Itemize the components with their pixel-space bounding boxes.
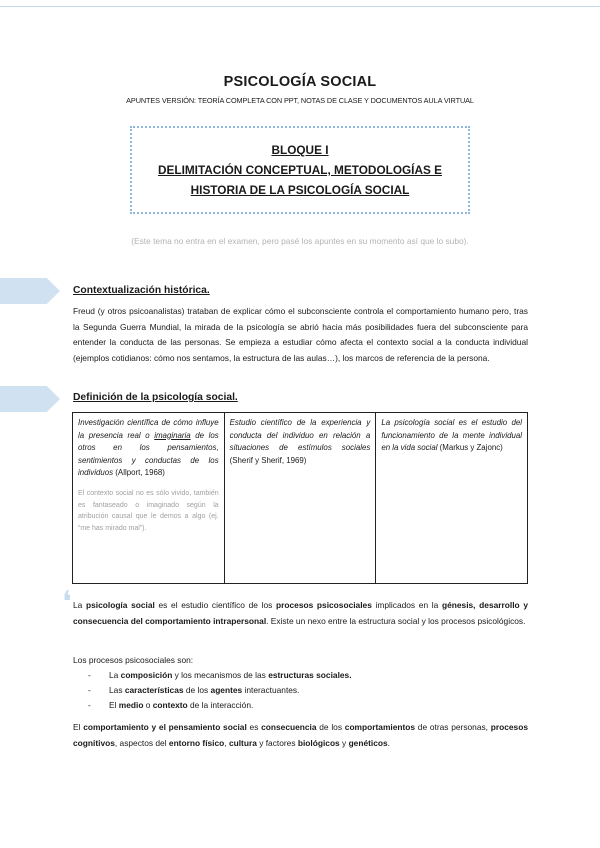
block-number: BLOQUE I [271,143,329,157]
author-citation: (Allport, 1968) [115,468,165,478]
definitions-table [72,412,528,584]
document-subtitle: APUNTES VERSIÓN: TEORÍA COMPLETA CON PPT, NOTAS DE CLASE Y DOCUMENTOS AULA VIRTUAL [126,96,474,105]
context-note: El contexto social no es sólo vivido, también es fantaseado o imaginado según la atribución causal que le demos a algo (ej. “me has mirado mal”). [78,489,219,532]
author-citation: (Markus y Zajonc) [439,443,503,453]
document-title: PSICOLOGÍA SOCIAL [223,74,377,90]
author-citation: (Sherif y Sherif, 1969) [229,455,307,465]
top-divider [0,6,600,7]
section-arrow-marker [0,278,60,304]
paragraph-historical-context: Freud (y otros psicoanalistas) trataban de explicar cómo el subconsciente controla el comportamiento humano pero, tras la Segunda Guerra Mundial, la mirada de la psicología se abrió hacia más posibilidades fuera del subconsciente para entender la conducta de las personas. Se empieza a estudiar cómo afecta el contexto social a la conducta individual (ejemplos cotidianos: cómo nos sentamos, la estructura de las aulas…), los marcos de referencia de la persona. [73,306,528,364]
paragraph-definition: La psicología social es el estudio científico de los procesos psicosociales implicados en la génesis, desarrollo y consecuencia del comportamiento intrapersonal. Existe un nexo entre la estructura social y los procesos psicológicos. [73,600,529,626]
table-row [73,413,528,584]
block-title-line1: DELIMITACIÓN CONCEPTUAL, METODOLOGÍAS E [157,163,442,177]
processes-intro: Los procesos psicosociales son: [73,655,194,665]
underlined-word: imaginaria [154,430,191,440]
definition-sherif: Estudio científico de la experiencia y conducta del individuo en relación a situaciones de estímulos sociales (Sherif y Sherif, 1969) [224,413,376,584]
section-heading-context: Contextualización histórica. [73,285,210,296]
paragraph-social-behavior: El comportamiento y el pensamiento social es consecuencia de los comportamientos de otras personas, procesos cognitivos, aspectos del entorno físico, cultura y factores biológicos y genéticos. [73,722,528,748]
section-heading-definition: Definición de la psicología social. [73,392,238,403]
definition-markus-zajonc: La psicología social es el estudio del funcionamiento de la mente individual en la vida social (Markus y Zajonc) [376,413,528,584]
quote-mark-icon: ❛ [62,585,72,620]
exam-note: (Este tema no entra en el examen, pero pasé los apuntes en su momento así que lo subo). [131,236,469,246]
section-arrow-marker [0,386,60,412]
block-title-box [130,126,470,214]
definition-allport: Investigación científica de cómo influye la presencia real o imaginaria de los otros en los pensamientos, sentimientos y conductas de los individuos (Allport, 1968) El contexto social no es sólo vivido, también es fantaseado o imaginado según la atribución causal que le demos a algo (ej. “me has mirado mal”). [73,413,225,584]
block-title-line2: HISTORIA DE LA PSICOLOGÍA SOCIAL [190,183,410,197]
